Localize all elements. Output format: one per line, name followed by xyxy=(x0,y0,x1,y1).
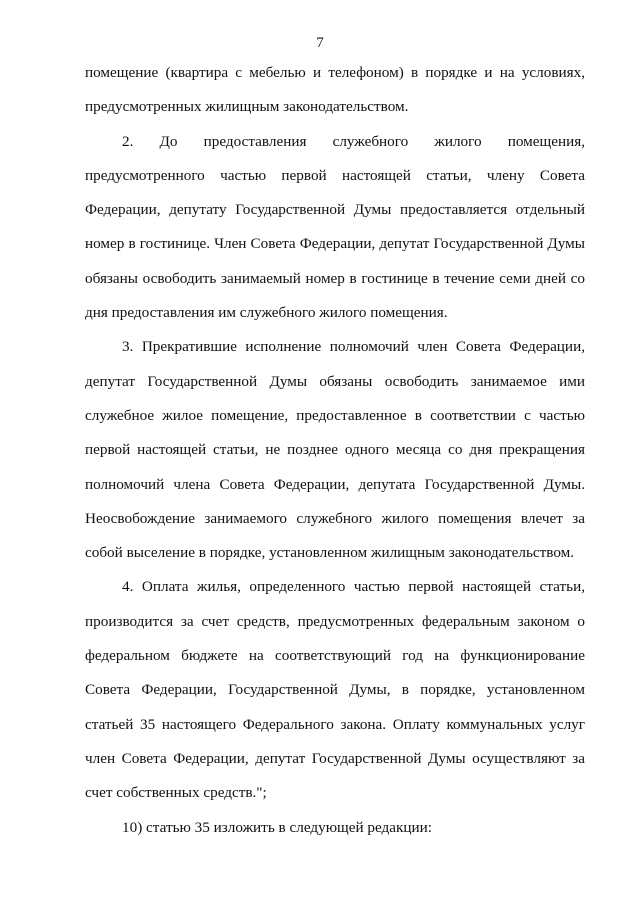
text-line: статьей 35 настоящего Федерального закона. Оплату коммунальных услуг xyxy=(85,715,585,733)
document-body xyxy=(85,56,585,845)
text-line: предусмотренных жилищным законодательством. xyxy=(85,98,409,116)
text-line: 2. До предоставления служебного жилого помещения, xyxy=(122,132,585,150)
paragraph-item-2 xyxy=(85,125,585,331)
text-line: Неосвобождение занимаемого служебного жилого помещения влечет за xyxy=(85,509,585,527)
text-line: помещение (квартира с мебелью и телефоном) в порядке и на условиях, xyxy=(85,64,585,81)
text-line: служебное жилое помещение, предоставленное в соответствии с частью xyxy=(85,406,585,424)
paragraph-item-4 xyxy=(85,570,585,810)
text-line: собой выселение в порядке, установленном жилищным законодательством. xyxy=(85,544,575,562)
text-line: счет собственных средств."; xyxy=(85,784,267,802)
text-line: федеральном бюджете на соответствующий год на функционирование xyxy=(85,647,585,665)
text-line: номер в гостинице. Член Совета Федерации, депутат Государственной Думы xyxy=(85,235,585,253)
text-line: 10) статью 35 изложить в следующей редакции: xyxy=(122,818,432,836)
paragraph-continuation xyxy=(85,56,585,125)
text-line: обязаны освободить занимаемый номер в гостинице в течение семи дней со xyxy=(85,269,585,287)
text-line: первой настоящей статьи, не позднее одного месяца со дня прекращения xyxy=(85,441,585,459)
text-line: предусмотренного частью первой настоящей статьи, члену Совета xyxy=(85,166,585,184)
text-line: Федерации, депутату Государственной Думы предоставляется отдельный xyxy=(85,201,585,219)
paragraph-item-10 xyxy=(85,811,585,845)
text-line: депутат Государственной Думы обязаны освободить занимаемое ими xyxy=(85,372,585,390)
text-line: дня предоставления им служебного жилого помещения. xyxy=(85,304,448,322)
text-line: 3. Прекратившие исполнение полномочий член Совета Федерации, xyxy=(122,338,585,356)
paragraph-item-3 xyxy=(85,330,585,570)
page-number: 7 xyxy=(316,35,324,51)
text-line: Совета Федерации, Государственной Думы, в порядке, установленном xyxy=(85,681,585,699)
text-line: производится за счет средств, предусмотренных федеральным законом о xyxy=(85,612,585,630)
text-line: 4. Оплата жилья, определенного частью первой настоящей статьи, xyxy=(122,578,585,596)
text-line: член Совета Федерации, депутат Государственной Думы осуществляют за xyxy=(85,749,585,767)
text-line: полномочий члена Совета Федерации, депутата Государственной Думы. xyxy=(85,475,585,493)
